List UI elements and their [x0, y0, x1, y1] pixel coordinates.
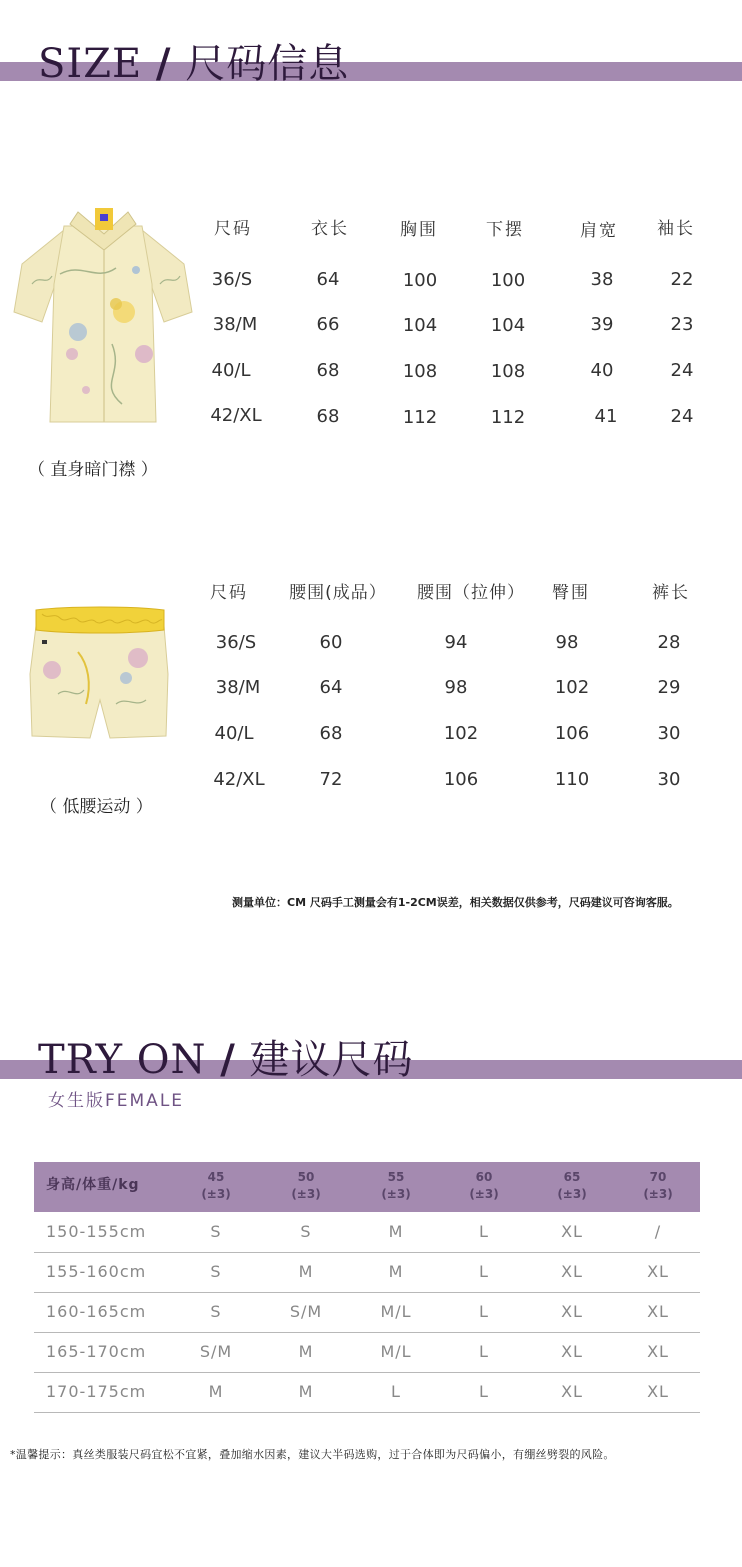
table-row — [34, 1212, 700, 1253]
shirt-row-2-size: 38/M — [212, 314, 258, 335]
size-cell: M/L — [380, 1342, 412, 1361]
weight-value: 70 — [649, 1170, 667, 1184]
shorts-header-hip: 臀围 — [552, 583, 590, 603]
weight-value: 50 — [297, 1170, 315, 1184]
shirt-row-4-length: 68 — [316, 406, 340, 427]
shorts-row-1-size: 36/S — [215, 632, 257, 653]
size-cell: S/M — [289, 1302, 323, 1321]
shirt-row-4-hem: 112 — [490, 407, 526, 428]
weight-value: 65 — [563, 1170, 581, 1184]
table-row — [34, 1372, 700, 1413]
shorts-row-2-waist-stretched: 98 — [444, 677, 468, 698]
tryon-subtitle: 女生版FEMALE — [48, 1091, 185, 1111]
shirt-row-3-hem: 108 — [490, 361, 526, 382]
weight-tolerance: (±3) — [469, 1187, 499, 1201]
shirt-row-1-shoulder: 38 — [590, 269, 614, 290]
shirt-row-2-sleeve: 23 — [670, 314, 694, 335]
table-row — [34, 1332, 700, 1373]
shirt-style-caption: （ 直身暗门襟 ） — [28, 460, 158, 480]
height-range: 170-175cm — [46, 1382, 147, 1401]
shorts-row-4-length: 30 — [657, 769, 681, 790]
shirt-row-3-chest: 108 — [402, 361, 438, 382]
size-title-en: SIZE — [38, 41, 143, 87]
shorts-header-size: 尺码 — [210, 583, 248, 603]
weight-col-70 — [618, 1169, 698, 1203]
shirt-row-3-sleeve: 24 — [670, 360, 694, 381]
shirt-row-4-shoulder: 41 — [594, 406, 618, 427]
size-title-cn: 尺码信息 — [185, 41, 350, 87]
size-cell: S — [210, 1302, 222, 1321]
shirt-row-1-length: 64 — [316, 269, 340, 290]
weight-value: 45 — [207, 1170, 225, 1184]
recommend-table-header — [34, 1162, 700, 1212]
size-cell: L — [479, 1342, 489, 1361]
title-slash: / — [155, 41, 172, 87]
weight-col-60 — [444, 1169, 524, 1203]
weight-tolerance: (±3) — [643, 1187, 673, 1201]
shirt-row-4-size: 42/XL — [210, 405, 262, 426]
size-cell: L — [479, 1222, 489, 1241]
weight-value: 60 — [475, 1170, 493, 1184]
shirt-row-4-sleeve: 24 — [670, 406, 694, 427]
size-cell: S/M — [199, 1342, 233, 1361]
shorts-row-1-waist-stretched: 94 — [444, 632, 468, 653]
size-cell: XL — [647, 1342, 669, 1361]
tryon-title-slash: / — [220, 1037, 236, 1083]
size-cell: M/L — [380, 1302, 412, 1321]
shorts-row-3-hip: 106 — [554, 723, 590, 744]
tryon-section-title — [38, 1037, 414, 1083]
size-cell: S — [210, 1222, 222, 1241]
size-cell: XL — [561, 1382, 583, 1401]
height-range: 160-165cm — [46, 1302, 147, 1321]
tryon-title-cn: 建议尺码 — [249, 1037, 414, 1083]
weight-tolerance: (±3) — [201, 1187, 231, 1201]
shorts-style-caption: （ 低腰运动 ） — [40, 797, 153, 817]
measurement-note: 测量单位：CM 尺码手工测量会有1-2CM误差，相关数据仅供参考，尺码建议可咨询客服。 — [232, 896, 679, 909]
table-row — [34, 1292, 700, 1333]
size-cell: M — [388, 1262, 404, 1281]
size-cell: XL — [647, 1262, 669, 1281]
shirt-header-hem: 下摆 — [486, 220, 524, 240]
shorts-row-4-size: 42/XL — [213, 769, 265, 790]
shirt-header-size: 尺码 — [214, 219, 252, 239]
shorts-row-2-waist-finished: 64 — [319, 677, 343, 698]
shirt-header-shoulder: 肩宽 — [580, 221, 618, 241]
shirt-product-image — [12, 204, 194, 430]
weight-col-65 — [532, 1169, 612, 1203]
size-cell: XL — [561, 1222, 583, 1241]
size-cell: XL — [647, 1302, 669, 1321]
size-cell: L — [391, 1382, 401, 1401]
height-range: 150-155cm — [46, 1222, 147, 1241]
shirt-header-length: 衣长 — [311, 219, 349, 239]
recommend-corner-label: 身高/体重/kg — [46, 1177, 140, 1193]
shirt-row-1-chest: 100 — [402, 270, 438, 291]
shorts-row-4-waist-stretched: 106 — [443, 769, 479, 790]
size-cell: XL — [561, 1262, 583, 1281]
shorts-row-1-waist-finished: 60 — [319, 632, 343, 653]
shirt-row-2-chest: 104 — [402, 315, 438, 336]
size-cell: M — [298, 1382, 314, 1401]
shirt-row-3-shoulder: 40 — [590, 360, 614, 381]
size-cell: M — [298, 1342, 314, 1361]
size-cell: S — [300, 1222, 312, 1241]
shirt-header-chest: 胸围 — [400, 220, 438, 240]
shorts-row-4-hip: 110 — [554, 769, 590, 790]
shorts-row-1-hip: 98 — [555, 632, 579, 653]
shirt-row-2-length: 66 — [316, 314, 340, 335]
shirt-row-3-length: 68 — [316, 360, 340, 381]
shirt-row-2-shoulder: 39 — [590, 314, 614, 335]
shirt-header-sleeve: 袖长 — [657, 219, 695, 239]
size-cell: S — [210, 1262, 222, 1281]
size-cell: M — [298, 1262, 314, 1281]
table-row — [34, 1252, 700, 1293]
shorts-row-3-size: 40/L — [214, 723, 254, 744]
weight-col-45 — [176, 1169, 256, 1203]
weight-col-50 — [266, 1169, 346, 1203]
shirt-row-1-size: 36/S — [211, 269, 253, 290]
size-cell: XL — [647, 1382, 669, 1401]
weight-tolerance: (±3) — [557, 1187, 587, 1201]
shorts-row-2-length: 29 — [657, 677, 681, 698]
weight-col-55 — [356, 1169, 436, 1203]
size-cell: L — [479, 1382, 489, 1401]
shirt-row-1-sleeve: 22 — [670, 269, 694, 290]
shorts-row-4-waist-finished: 72 — [319, 769, 343, 790]
shorts-header-waist-finished: 腰围(成品） — [289, 583, 387, 603]
size-cell: XL — [561, 1342, 583, 1361]
height-range: 155-160cm — [46, 1262, 147, 1281]
warm-tip: *温馨提示：真丝类服装尺码宜松不宜紧，叠加缩水因素，建议大半码选购，过于合体即为尺码偏小，有绷丝劈裂的风险。 — [10, 1448, 615, 1461]
tryon-title-en: TRY ON — [38, 1037, 207, 1083]
shorts-row-2-hip: 102 — [554, 677, 590, 698]
size-cell: L — [479, 1262, 489, 1281]
shorts-header-waist-stretched: 腰围（拉伸） — [417, 583, 525, 603]
shirt-row-3-size: 40/L — [211, 360, 251, 381]
size-cell: M — [388, 1222, 404, 1241]
size-section-title — [38, 41, 350, 87]
shorts-row-1-length: 28 — [657, 632, 681, 653]
shorts-header-length: 裤长 — [652, 583, 690, 603]
shorts-row-3-waist-finished: 68 — [319, 723, 343, 744]
shirt-row-4-chest: 112 — [402, 407, 438, 428]
weight-tolerance: (±3) — [381, 1187, 411, 1201]
weight-tolerance: (±3) — [291, 1187, 321, 1201]
shorts-row-3-length: 30 — [657, 723, 681, 744]
shorts-row-3-waist-stretched: 102 — [443, 723, 479, 744]
height-range: 165-170cm — [46, 1342, 147, 1361]
size-cell: L — [479, 1302, 489, 1321]
size-cell: / — [654, 1222, 662, 1241]
shorts-row-2-size: 38/M — [215, 677, 261, 698]
shirt-row-1-hem: 100 — [490, 270, 526, 291]
size-cell: XL — [561, 1302, 583, 1321]
shirt-row-2-hem: 104 — [490, 315, 526, 336]
size-cell: M — [208, 1382, 224, 1401]
shorts-product-image — [28, 604, 172, 742]
weight-value: 55 — [387, 1170, 405, 1184]
